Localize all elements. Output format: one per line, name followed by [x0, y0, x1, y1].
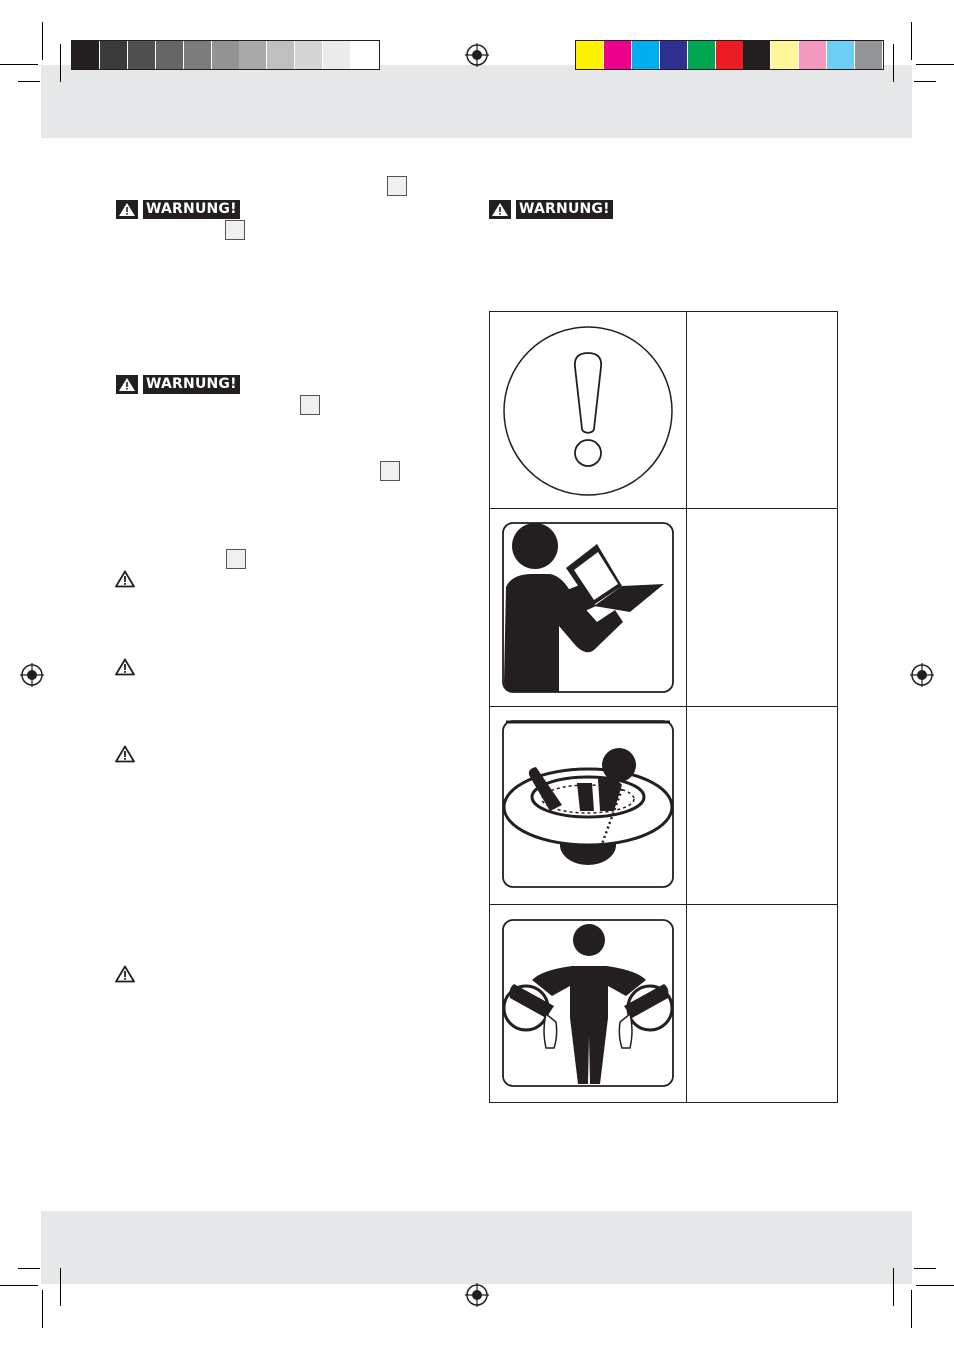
calibration-swatch	[604, 41, 632, 69]
crop-mark	[916, 1285, 954, 1286]
crop-mark	[911, 22, 912, 60]
crop-mark	[60, 1268, 61, 1306]
calibration-swatch	[632, 41, 660, 69]
calibration-swatch	[688, 41, 716, 69]
crop-mark	[893, 1268, 894, 1306]
calibration-swatch	[323, 41, 351, 69]
calibration-swatch	[716, 41, 744, 69]
table-row-divider	[489, 508, 838, 509]
calibration-swatch	[855, 41, 883, 69]
calibration-swatch	[576, 41, 604, 69]
figure-reference-box	[300, 395, 320, 415]
registration-mark-icon	[465, 43, 489, 67]
warning-triangle-icon	[116, 200, 138, 219]
table-row-divider	[489, 706, 838, 707]
calibration-swatch	[827, 41, 855, 69]
registration-mark-icon	[20, 663, 44, 687]
crop-mark	[42, 1290, 43, 1328]
registration-mark-icon	[910, 663, 934, 687]
calibration-swatch	[660, 41, 688, 69]
figure-reference-box	[225, 220, 245, 240]
warning-label-text: WARNUNG!	[143, 375, 240, 394]
calibration-swatch	[100, 41, 128, 69]
table-divider	[686, 311, 687, 1103]
table-row-divider	[489, 904, 838, 905]
read-manual-icon	[502, 522, 674, 694]
warning-label	[116, 200, 240, 219]
color-bar	[575, 40, 884, 70]
crop-mark	[18, 1268, 40, 1269]
calibration-swatch	[128, 41, 156, 69]
crop-mark	[911, 1290, 912, 1328]
child-in-swim-ring-icon	[502, 719, 674, 889]
calibration-swatch	[72, 41, 100, 69]
warning-triangle-outline-icon	[115, 745, 135, 763]
figure-reference-box	[380, 461, 400, 481]
supervise-child-icon	[502, 918, 674, 1088]
crop-mark	[18, 81, 40, 82]
warning-triangle-outline-icon	[115, 658, 135, 676]
crop-mark	[893, 44, 894, 82]
warning-triangle-outline-icon	[115, 570, 135, 588]
warning-label	[116, 375, 240, 394]
warning-label-text: WARNUNG!	[516, 200, 613, 219]
calibration-swatch	[295, 41, 323, 69]
figure-reference-box	[226, 549, 246, 569]
crop-mark	[916, 64, 954, 65]
warning-triangle-outline-icon	[115, 965, 135, 983]
calibration-swatch	[351, 41, 379, 69]
warning-triangle-icon	[116, 375, 138, 394]
calibration-swatch	[239, 41, 267, 69]
warning-label	[489, 200, 613, 219]
crop-mark	[914, 1268, 936, 1269]
crop-mark	[42, 22, 43, 60]
calibration-swatch	[743, 41, 771, 69]
calibration-swatch	[799, 41, 827, 69]
crop-mark	[914, 81, 936, 82]
calibration-swatch	[771, 41, 799, 69]
warning-label-text: WARNUNG!	[143, 200, 240, 219]
figure-reference-box	[387, 176, 407, 196]
header-band	[41, 65, 912, 138]
crop-mark	[0, 64, 38, 65]
calibration-swatch	[212, 41, 240, 69]
registration-mark-icon	[465, 1283, 489, 1307]
warning-triangle-icon	[489, 200, 511, 219]
calibration-swatch	[267, 41, 295, 69]
crop-mark	[60, 44, 61, 82]
calibration-swatch	[156, 41, 184, 69]
calibration-swatch	[184, 41, 212, 69]
grayscale-bar	[71, 40, 380, 70]
crop-mark	[0, 1285, 38, 1286]
footer-band	[41, 1211, 912, 1284]
exclamation-circle-icon	[502, 325, 674, 497]
